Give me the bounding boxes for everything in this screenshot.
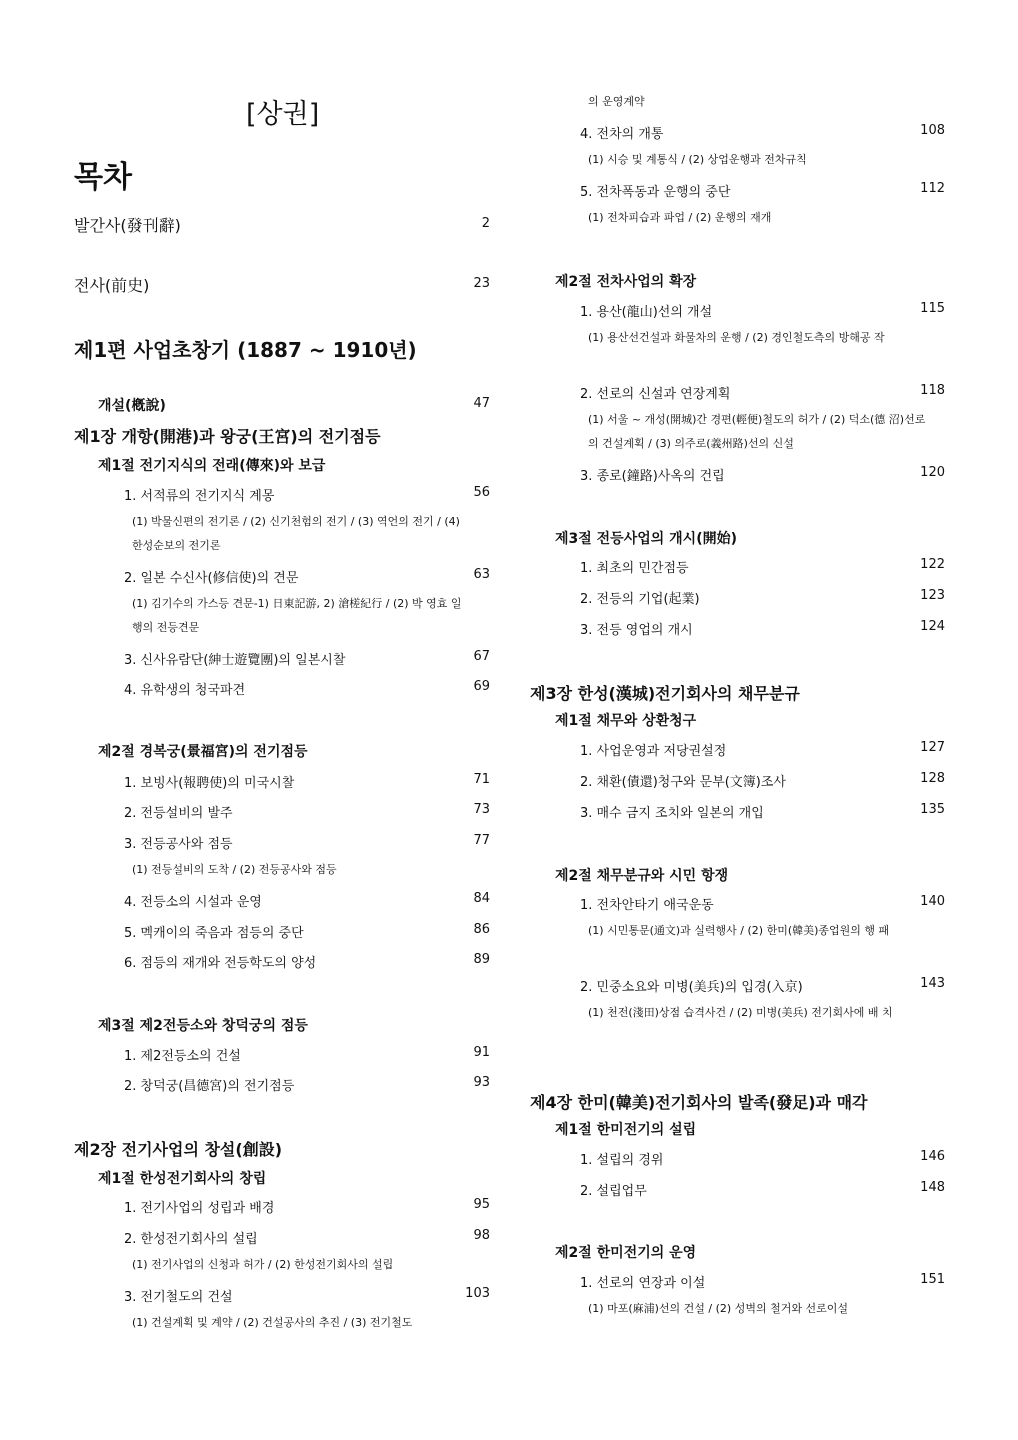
page-number: 95 [473, 1197, 490, 1212]
toc-entry-prehistory[interactable]: 전사(前史) [74, 276, 150, 295]
section-title[interactable]: 제2절 전차사업의 확장 [555, 274, 697, 290]
page-number: 23 [473, 276, 490, 291]
sub-topics: (1) 전등설비의 도착 / (2) 전등공사와 점등 [132, 863, 337, 876]
section-title[interactable]: 제2절 채무분규와 시민 항쟁 [555, 868, 729, 884]
page-number: 103 [465, 1286, 490, 1301]
toc-item[interactable]: 2. 전등설비의 발주 [124, 806, 233, 821]
toc-item[interactable]: 2. 한성전기회사의 설립 [124, 1232, 258, 1247]
toc-item[interactable]: 1. 전차안타기 애국운동 [580, 898, 714, 913]
page-number: 84 [473, 891, 490, 906]
page-number: 115 [920, 301, 945, 316]
page-number: 98 [473, 1228, 490, 1243]
toc-item[interactable]: 5. 멕캐이의 죽음과 점등의 중단 [124, 926, 304, 941]
toc-item[interactable]: 1. 서적류의 전기지식 계몽 [124, 489, 275, 504]
page-number: 47 [473, 396, 490, 411]
page-number: 69 [473, 679, 490, 694]
sub-topics: (1) 마포(麻浦)선의 건설 / (2) 성벽의 철거와 선로이설 [588, 1302, 848, 1315]
page-number: 56 [473, 485, 490, 500]
sub-topics: (1) 천전(淺田)상점 습격사건 / (2) 미병(美兵) 전기회사에 배 치 [588, 1006, 893, 1019]
chapter-title[interactable]: 제4장 한미(韓美)전기회사의 발족(發足)과 매각 [530, 1093, 868, 1112]
page-number: 122 [920, 557, 945, 572]
section-title[interactable]: 제3절 제2전등소와 창덕궁의 점등 [98, 1018, 308, 1034]
sub-topics: (1) 전기사업의 신청과 허가 / (2) 한성전기회사의 설립 [132, 1258, 394, 1271]
page-number: 146 [920, 1149, 945, 1164]
toc-item[interactable]: 3. 전기철도의 건설 [124, 1290, 233, 1305]
page-number: 140 [920, 894, 945, 909]
toc-item[interactable]: 4. 유학생의 청국파견 [124, 683, 246, 698]
section-title[interactable]: 제1절 한성전기회사의 창립 [98, 1171, 267, 1187]
page-number: 86 [473, 922, 490, 937]
page-number: 89 [473, 952, 490, 967]
toc-item[interactable]: 1. 전기사업의 성립과 배경 [124, 1201, 275, 1216]
toc-item[interactable]: 3. 매수 금지 조치와 일본의 개입 [580, 806, 764, 821]
page-number: 67 [473, 649, 490, 664]
toc-item[interactable]: 3. 종로(鐘路)사옥의 건립 [580, 469, 725, 484]
section-title[interactable]: 제1절 채무와 상환청구 [555, 713, 697, 729]
sub-topics: (1) 용산선건설과 화물차의 운행 / (2) 경인철도측의 방해공 작 [588, 331, 885, 344]
page-number: 135 [920, 802, 945, 817]
page-number: 128 [920, 771, 945, 786]
toc-item[interactable]: 3. 신사유람단(紳士遊覽團)의 일본시찰 [124, 653, 346, 668]
sub-topics: (1) 시승 및 계통식 / (2) 상업운행과 전차규칙 [588, 153, 807, 166]
section-title[interactable]: 제2절 한미전기의 운영 [555, 1245, 697, 1261]
toc-item[interactable]: 2. 채환(債還)청구와 문부(文簿)조사 [580, 775, 786, 790]
section-title[interactable]: 제2절 경복궁(景福宮)의 전기점등 [98, 744, 308, 760]
toc-item[interactable]: 2. 선로의 신설과 연장계획 [580, 387, 731, 402]
toc-item[interactable]: 1. 설립의 경위 [580, 1153, 664, 1168]
toc-item[interactable]: 2. 전등의 기업(起業) [580, 592, 700, 607]
volume-title: [상권] [246, 99, 320, 130]
page-number: 127 [920, 740, 945, 755]
toc-item[interactable]: 1. 최초의 민간점등 [580, 561, 689, 576]
section-title[interactable]: 제3절 전등사업의 개시(開始) [555, 531, 738, 547]
toc-item[interactable]: 6. 점등의 재개와 전등학도의 양성 [124, 956, 317, 971]
toc-heading: 목차 [74, 160, 132, 195]
section-title[interactable]: 제1절 전기지식의 전래(傳來)와 보급 [98, 458, 326, 474]
sub-topics: (1) 시민통문(通文)과 실력행사 / (2) 한미(韓美)종업원의 행 패 [588, 924, 890, 937]
page-number: 91 [473, 1045, 490, 1060]
chapter-title[interactable]: 제3장 한성(漢城)전기회사의 채무분규 [530, 684, 800, 703]
page-number: 124 [920, 619, 945, 634]
toc-item[interactable]: 4. 전차의 개통 [580, 127, 664, 142]
toc-item[interactable]: 1. 선로의 연장과 이설 [580, 1276, 706, 1291]
page-number: 71 [473, 772, 490, 787]
toc-item[interactable]: 3. 전등공사와 점등 [124, 837, 233, 852]
toc-item[interactable]: 5. 전차폭동과 운행의 중단 [580, 185, 731, 200]
page-number: 112 [920, 181, 945, 196]
sub-topics: (1) 박물신편의 전기론 / (2) 신기천험의 전기 / (3) 역언의 전기 / (4) 한성순보의 전기론 [132, 515, 460, 552]
page-number: 77 [473, 833, 490, 848]
toc-entry-overview[interactable]: 개설(槪說) [98, 398, 166, 414]
page-number: 123 [920, 588, 945, 603]
chapter-title[interactable]: 제2장 전기사업의 창설(創設) [74, 1140, 283, 1159]
sub-topics: (1) 김기수의 가스등 견문-1) 日東記游, 2) 滄槎紀行 / (2) 박 영효 일행의 전등견문 [132, 597, 462, 634]
chapter-title[interactable]: 제1장 개항(開港)과 왕궁(王宮)의 전기점등 [74, 427, 381, 446]
page-number: 63 [473, 567, 490, 582]
toc-item[interactable]: 2. 창덕궁(昌德宮)의 전기점등 [124, 1079, 295, 1094]
page-number: 2 [481, 216, 490, 231]
page-number: 108 [920, 123, 945, 138]
page-number: 148 [920, 1180, 945, 1195]
sub-topics: (1) 서울 ~ 개성(開城)간 경편(輕便)철도의 허가 / (2) 덕소(德 沼)선로의 건설계획 / (3) 의주로(義州路)선의 신설 [588, 413, 926, 450]
toc-item[interactable]: 3. 전등 영업의 개시 [580, 623, 693, 638]
section-title[interactable]: 제1절 한미전기의 설립 [555, 1122, 697, 1138]
page-number: 151 [920, 1272, 945, 1287]
part-title[interactable]: 제1편 사업초창기 (1887 ~ 1910년) [74, 338, 417, 362]
toc-item[interactable]: 1. 사업운영과 저당권설정 [580, 744, 727, 759]
toc-item[interactable]: 2. 민중소요와 미병(美兵)의 입경(入京) [580, 980, 803, 995]
sub-topics: (1) 전차피습과 파업 / (2) 운행의 재개 [588, 211, 772, 224]
page-number: 93 [473, 1075, 490, 1090]
sub-topics: 의 운영계약 [588, 95, 645, 108]
page-number: 143 [920, 976, 945, 991]
sub-topics: (1) 건설계획 및 계약 / (2) 건설공사의 추진 / (3) 전기철도 [132, 1316, 413, 1329]
page-number: 120 [920, 465, 945, 480]
toc-item[interactable]: 4. 전등소의 시설과 운영 [124, 895, 262, 910]
toc-item[interactable]: 2. 설립업무 [580, 1184, 647, 1199]
page-number: 73 [473, 802, 490, 817]
toc-item[interactable]: 2. 일본 수신사(修信使)의 견문 [124, 571, 299, 586]
toc-item[interactable]: 1. 용산(龍山)선의 개설 [580, 305, 713, 320]
toc-entry-preface[interactable]: 발간사(發刊辭) [74, 216, 181, 235]
page-number: 118 [920, 383, 945, 398]
toc-item[interactable]: 1. 제2전등소의 건설 [124, 1049, 241, 1064]
toc-item[interactable]: 1. 보빙사(報聘使)의 미국시찰 [124, 776, 295, 791]
